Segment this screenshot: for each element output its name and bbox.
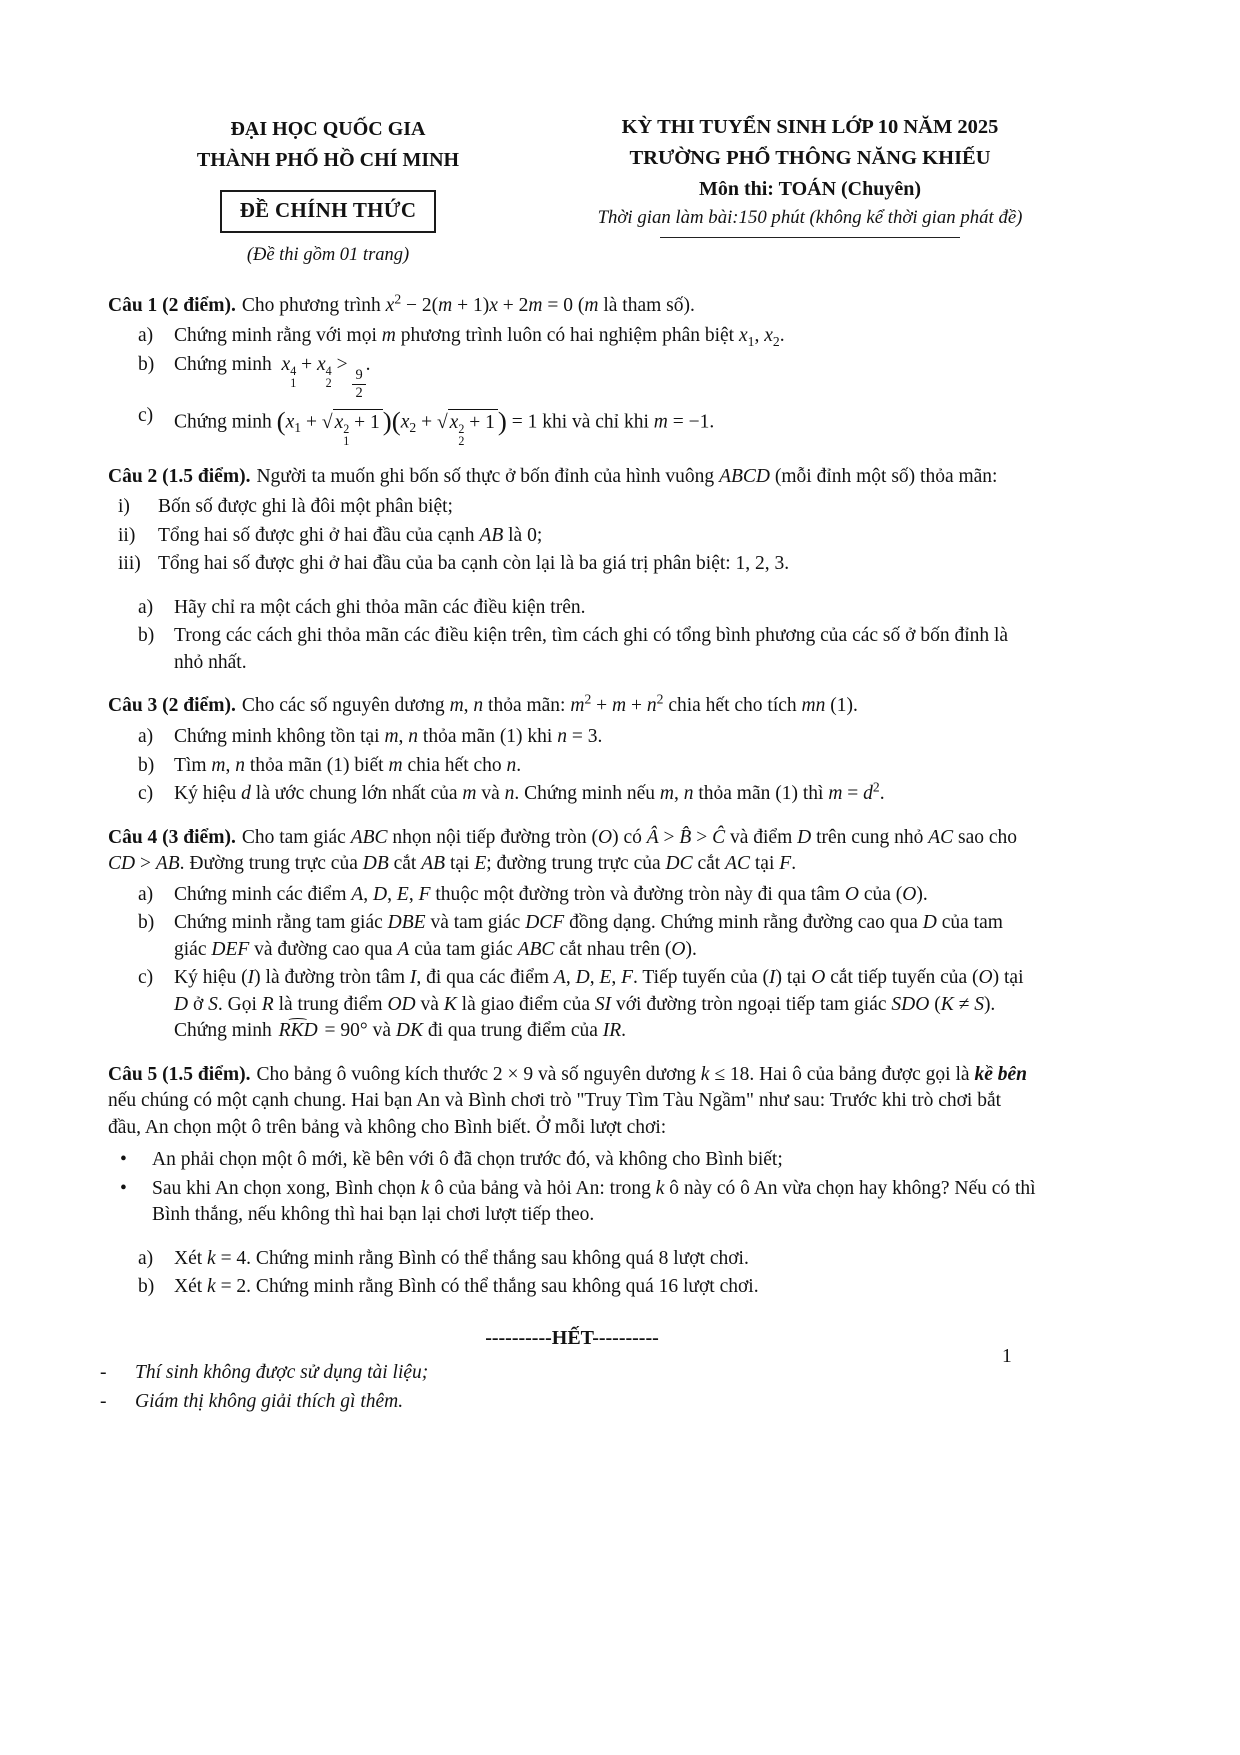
subject-line: Môn thi: TOÁN (Chuyên) (698, 178, 922, 201)
question-4-intro-text: Cho tam giác ABC nhọn nội tiếp đường tròn (O) có Â > B̂ > Ĉ và điểm D trên cung nhỏ AC sao cho CD > AB. Đường trung trực của DB cắt AB tại E; đường trung trực của DC cắt AC tại F. (108, 826, 1018, 875)
exam-note-2 (100, 1389, 1036, 1416)
question-3 (108, 693, 1036, 807)
question-3-intro (108, 693, 1036, 720)
question-2-title: Câu 2 (1.5 điểm). (108, 465, 251, 487)
exam-info-block (550, 112, 1070, 268)
exam-notes (100, 1360, 1036, 1416)
question-1-title: Câu 1 (2 điểm). (108, 294, 236, 316)
question-1 (108, 293, 1036, 447)
part-text: Ký hiệu d là ước chung lớn nhất của m và n. Chứng minh nếu m, n thỏa mãn (1) thì $m = d^2$. (174, 779, 885, 805)
bullet-text: An phải chọn một ô mới, kề bên với ô đã chọn trước đó, và không cho Bình biết; (152, 1149, 783, 1171)
university-name: ĐẠI HỌC QUỐC GIA (230, 118, 426, 140)
part-text: Trong các cách ghi thỏa mãn các điều kiện trên, tìm cách ghi có tổng bình phương của các số ở bốn đỉnh là nhỏ nhất. (174, 625, 1009, 673)
header-divider (660, 237, 960, 238)
question-3-part-c (138, 781, 1036, 808)
question-2 (108, 464, 1036, 677)
bullet-icon: • (120, 1177, 127, 1199)
question-1-part-c (138, 403, 1036, 447)
question-4 (108, 825, 1036, 1045)
question-2-condition-ii (118, 523, 1036, 550)
question-2-intro (108, 464, 1036, 491)
part-label: a) (138, 325, 154, 347)
part-text: Chứng minh rằng với mọi m phương trình luôn có hai nghiệm phân biệt $x_1$, $x_2$. (174, 325, 785, 350)
question-3-title: Câu 3 (2 điểm). (108, 695, 236, 717)
page-number: 1 (1002, 1346, 1012, 1367)
question-1-part-a (138, 323, 1036, 350)
condition-text: Tổng hai số được ghi ở hai đầu của cạnh AB là 0; (158, 524, 543, 546)
question-5-part-a (138, 1246, 1036, 1273)
part-text: Xét k = 2. Chứng minh rằng Bình có thể thắng sau không quá 16 lượt chơi. (174, 1276, 759, 1298)
part-text: Ký hiệu (I) là đường tròn tâm I, đi qua các điểm A, D, E, F. Tiếp tuyến của (I) tại O cắt tiếp tuyến của (O) tại D ở S. Gọi R là trung điểm OD và K là giao điểm của SI với đường tròn ngoại tiếp tam giác SDO (K ≠ S). Chứng minh ⌢ RKD = 90° và DK đi qua trung điểm của IR. (174, 965, 1036, 1045)
part-label: a) (138, 883, 154, 905)
question-5-part-b (138, 1274, 1036, 1301)
condition-label: iii) (118, 553, 141, 575)
part-label: b) (138, 754, 155, 776)
part-text: Hãy chỉ ra một cách ghi thỏa mãn các điều kiện trên. (174, 596, 586, 618)
question-4-part-c (138, 965, 1036, 1045)
part-text: Tìm m, n thỏa mãn (1) biết m chia hết cho n. (174, 754, 522, 776)
exam-title: KỲ THI TUYỂN SINH LỚP 10 NĂM 2025 (621, 116, 999, 138)
question-3-part-b (138, 753, 1036, 780)
part-text: Xét k = 4. Chứng minh rằng Bình có thể thắng sau không quá 8 lượt chơi. (174, 1247, 749, 1269)
part-label: a) (138, 1247, 154, 1269)
exam-header (108, 112, 1070, 268)
question-5-intro (108, 1062, 1036, 1142)
question-1-intro (108, 293, 1036, 320)
school-name: TRƯỜNG PHỔ THÔNG NĂNG KHIẾU (629, 147, 991, 170)
part-text: Chứng minh ($x_1$ + √ x 2 1 + 1 )($x_2$ + √ x 2 2 + 1 ) = 1 khi và chỉ khi m = −1. (174, 406, 715, 448)
question-5-title: Câu 5 (1.5 điểm). (108, 1063, 251, 1085)
part-label: a) (138, 725, 154, 747)
question-4-intro (108, 825, 1036, 878)
bullet-icon: • (120, 1149, 127, 1171)
official-exam-box: ĐỀ CHÍNH THỨC (220, 190, 437, 233)
part-label: b) (138, 625, 155, 647)
condition-label: i) (118, 496, 130, 518)
question-3-intro-text: Cho các số nguyên dương m, n thỏa mãn: $m^2 + m + n^2$ chia hết cho tích mn (1). (241, 691, 858, 717)
question-5-bullet-1 (120, 1147, 1036, 1174)
exam-note-1 (100, 1360, 1036, 1387)
end-marker: ----------HẾT---------- (485, 1326, 659, 1349)
question-2-intro-text: Người ta muốn ghi bốn số thực ở bốn đỉnh của hình vuông ABCD (mỗi đỉnh một số) thỏa mãn: (256, 465, 998, 487)
question-4-parts (108, 882, 1036, 1045)
page-count-note: (Đề thi gồm 01 trang) (246, 244, 410, 265)
question-5-bullet-2 (120, 1176, 1036, 1229)
city-name: THÀNH PHỐ HỒ CHÍ MINH (196, 149, 460, 171)
question-2-conditions (108, 494, 1036, 578)
note-dash: - (100, 1391, 107, 1413)
note-text: Giám thị không giải thích gì thêm. (135, 1391, 404, 1413)
part-label: c) (138, 405, 154, 427)
question-5-bullets (108, 1147, 1036, 1229)
question-5-parts (108, 1246, 1036, 1301)
question-3-part-a (138, 724, 1036, 751)
part-label: a) (138, 596, 154, 618)
question-5 (108, 1062, 1036, 1301)
issuer-block (138, 112, 518, 268)
part-text: Chứng minh không tồn tại m, n thỏa mãn (1) khi n = 3. (174, 725, 603, 747)
question-3-parts (108, 724, 1036, 808)
part-text: Chứng minh x 4 1 + x 4 2 > $\frac{9}{2}$ . (174, 353, 371, 401)
part-text: Chứng minh rằng tam giác DBE và tam giác DCF đồng dạng. Chứng minh rằng đường cao qua D của tam giác DEF và đường cao qua A của tam giác ABC cắt nhau trên (O). (174, 912, 1003, 960)
question-1-parts (108, 323, 1036, 447)
question-2-condition-i (118, 494, 1036, 521)
question-4-part-a (138, 882, 1036, 909)
question-4-part-b (138, 910, 1036, 963)
question-2-parts (108, 595, 1036, 677)
condition-text: Tổng hai số được ghi ở hai đầu của ba cạnh còn lại là ba giá trị phân biệt: 1, 2, 3. (158, 553, 790, 575)
part-label: b) (138, 353, 155, 375)
part-text: Chứng minh các điểm A, D, E, F thuộc một đường tròn và đường tròn này đi qua tâm O của (O). (174, 883, 928, 905)
question-1-part-b (138, 352, 1036, 402)
note-text: Thí sinh không được sử dụng tài liệu; (135, 1361, 429, 1383)
question-2-condition-iii (118, 551, 1036, 578)
bullet-text: Sau khi An chọn xong, Bình chọn k ô của bảng và hỏi An: trong k ô này có ô An vừa chọn hay không? Nếu có thì Bình thắng, nếu không thì hai bạn lại chơi lượt tiếp theo. (152, 1177, 1036, 1226)
question-1-intro-text: Cho phương trình $x^2 - 2(m + 1)x + 2m = 0$ (m là tham số). (241, 291, 695, 316)
condition-text: Bốn số được ghi là đôi một phân biệt; (158, 496, 453, 518)
exam-body (108, 293, 1036, 1301)
part-label: c) (138, 783, 154, 805)
condition-label: ii) (118, 524, 136, 546)
question-2-part-b (138, 623, 1036, 676)
duration-line: Thời gian làm bài:150 phút (không kể thời gian phát đề) (597, 207, 1023, 229)
part-label: c) (138, 967, 154, 989)
question-4-title: Câu 4 (3 điểm). (108, 826, 236, 848)
note-dash: - (100, 1361, 107, 1383)
question-5-intro-text: Cho bảng ô vuông kích thước 2 × 9 và số nguyên dương k ≤ 18. Hai ô của bảng được gọi là kề bên nếu chúng có một cạnh chung. Hai bạn An và Bình chơi trò "Truy Tìm Tàu Ngầm" như sau: Trước khi trò chơi bắt đầu, An chọn một ô trên bảng và không cho Bình biết. Ở mỗi lượt chơi: (108, 1063, 1027, 1138)
part-label: b) (138, 912, 155, 934)
question-2-part-a (138, 595, 1036, 622)
part-label: b) (138, 1276, 155, 1298)
